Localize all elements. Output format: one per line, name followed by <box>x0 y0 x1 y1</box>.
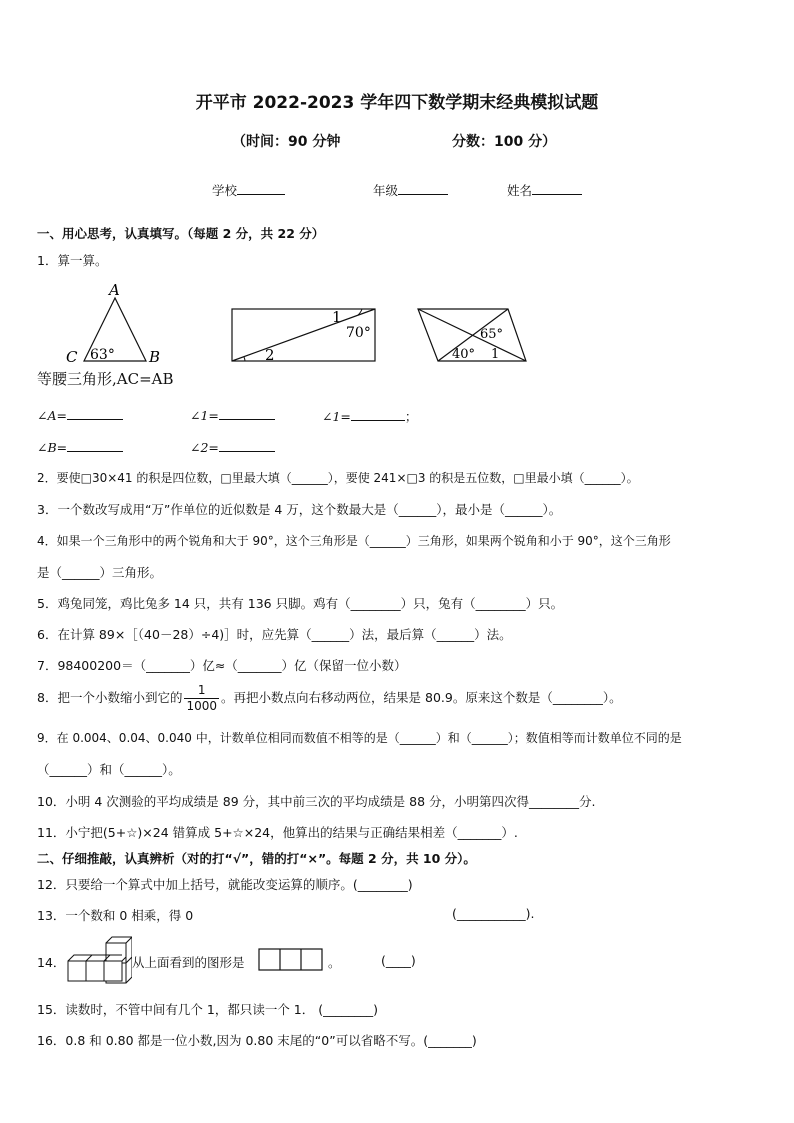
top-view-figure <box>258 948 324 972</box>
grade-blank[interactable] <box>398 181 448 195</box>
answer-angle-b[interactable] <box>37 439 123 455</box>
semicolon: ； <box>404 409 418 424</box>
para-angle-top-label: 65° <box>480 327 504 342</box>
question-9-line-2: （______）和（______）。 <box>37 762 181 777</box>
question-13: 13．一个数和 0 相乘，得 0 <box>37 908 194 923</box>
answer-angle-1b[interactable] <box>322 407 417 425</box>
answer-angle-1b-label: ∠1= <box>322 409 351 424</box>
answer-angle-2-label: ∠2= <box>190 440 219 455</box>
para-angle-1-label: 1 <box>491 347 500 362</box>
school-label: 学校 <box>212 183 238 198</box>
vertex-a-label: A <box>109 281 120 299</box>
question-12: 12．只要给一个算式中加上括号，就能改变运算的顺序。(________) <box>37 877 413 892</box>
question-4-line-2: 是（______）三角形。 <box>37 565 163 580</box>
question-4-line-1: 4．如果一个三角形中的两个锐角和大于 90°，这个三角形是（______）三角形，如果两个锐角和小于 90°，这个三角形 <box>37 534 671 548</box>
answer-angle-2-blank[interactable] <box>219 439 275 452</box>
answer-angle-a-label: ∠A= <box>37 408 67 423</box>
fraction <box>184 683 219 714</box>
vertex-b-label: B <box>149 348 161 366</box>
question-7: 7．98400200＝（_______）亿≈（_______）亿（保留一位小数） <box>37 658 407 673</box>
question-2: 2．要使□30×41 的积是四位数，□里最大填（______），要使 241×□3 的积是五位数，□里最小填（______）。 <box>37 471 639 485</box>
parallelogram-figure <box>418 309 526 362</box>
question-10: 10．小明 4 次测验的平均成绩是 89 分，其中前三次的平均成绩是 88 分，小明第四次得________分. <box>37 794 596 809</box>
answer-angle-2[interactable] <box>190 439 275 455</box>
name-label: 姓名 <box>507 183 533 198</box>
question-16: 16．0.8 和 0.80 都是一位小数,因为 0.80 末尾的“0”可以省略不写。(_______) <box>37 1033 477 1048</box>
question-14-end: 。 <box>328 955 341 970</box>
answer-angle-1b-blank[interactable] <box>351 408 405 421</box>
name-blank[interactable] <box>532 181 582 195</box>
q1-caption: 等腰三角形,AC=AB <box>37 370 174 388</box>
school-field[interactable] <box>212 181 285 199</box>
question-9-line-1: 9．在 0.004、0.04、0.040 中，计数单位相同而数值不相等的是（______）和（______）；数值相等而计数单位不同的是 <box>37 731 682 745</box>
answer-angle-a-blank[interactable] <box>67 407 123 420</box>
question-13-answer[interactable]: (___________). <box>452 906 535 921</box>
answer-angle-1a-label: ∠1= <box>190 408 219 423</box>
fraction-denominator: 1000 <box>186 699 218 713</box>
answer-angle-a[interactable] <box>37 407 123 423</box>
school-blank[interactable] <box>237 181 285 195</box>
section-1-heading: 一、用心思考，认真填写。（每题 2 分，共 22 分） <box>37 226 325 241</box>
rect-angle-1-label: 1 <box>332 308 342 326</box>
question-14-text: 从上面看到的图形是 <box>132 955 245 970</box>
fraction-numerator: 1 <box>184 683 219 699</box>
grade-label: 年级 <box>373 183 399 198</box>
rect-angle-2-label: 2 <box>265 346 275 364</box>
answer-angle-1a[interactable] <box>190 407 275 423</box>
question-15: 15．读数时，不管中间有几个 1，都只读一个 1． (________) <box>37 1002 378 1017</box>
answer-angle-1a-blank[interactable] <box>219 407 275 420</box>
name-field[interactable] <box>507 181 582 199</box>
section-2-heading: 二、仔细推敲，认真辨析（对的打“√”，错的打“×”。每题 2 分，共 10 分）。 <box>37 851 476 866</box>
triangle-angle-label: 63° <box>90 347 115 363</box>
para-angle-left-label: 40° <box>452 347 476 362</box>
answer-angle-b-blank[interactable] <box>67 439 123 452</box>
page-title: 开平市 2022-2023 学年四下数学期末经典模拟试题 <box>195 93 599 113</box>
grade-field[interactable] <box>373 181 448 199</box>
exam-time: （时间：90 分钟 <box>232 134 341 150</box>
question-6: 6．在计算 89×［（40－28）÷4)］时，应先算（______）法，最后算（______）法。 <box>37 627 512 642</box>
question-8 <box>37 683 622 714</box>
question-14-answer[interactable]: (____) <box>381 953 416 968</box>
question-11: 11．小宁把(5+☆)×24 错算成 5+☆×24，他算出的结果与正确结果相差（_______）. <box>37 825 518 840</box>
isosceles-triangle-figure <box>66 281 160 366</box>
question-8-text-before: 8．把一个小数缩小到它的 <box>37 690 183 705</box>
rectangle-figure <box>232 308 375 364</box>
cube-stack-figure <box>66 935 132 985</box>
vertex-c-label: C <box>66 348 78 366</box>
question-3: 3．一个数改写成用“万”作单位的近似数是 4 万，这个数最大是（______），最小是（______）。 <box>37 502 562 517</box>
question-5: 5．鸡兔同笼，鸡比兔多 14 只，共有 136 只脚。鸡有（________）只，兔有（________）只。 <box>37 596 564 611</box>
question-8-text-after: 。再把小数点向右移动两位，结果是 80.9。原来这个数是（________）。 <box>221 690 622 705</box>
question-1: 1．算一算。 <box>37 253 108 268</box>
question-14-number: 14． <box>37 955 66 970</box>
rect-angle-label: 70° <box>346 325 371 341</box>
exam-score: 分数：100 分） <box>452 134 557 150</box>
q1-figures <box>60 278 540 370</box>
answer-angle-b-label: ∠B= <box>37 440 68 455</box>
